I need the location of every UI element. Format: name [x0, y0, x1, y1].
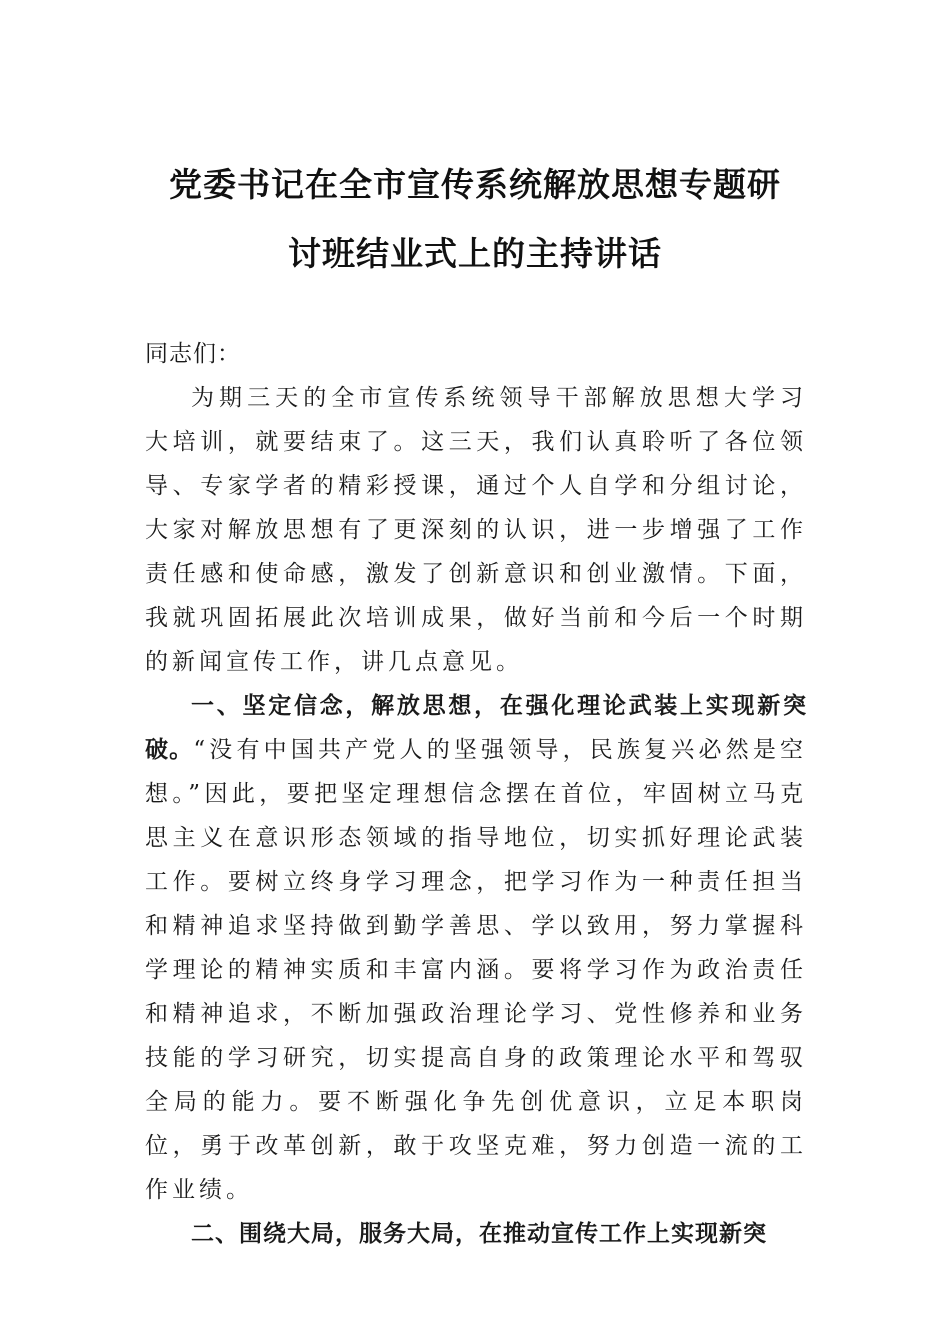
paragraph-section-1: [145, 684, 807, 1212]
salutation: 同志们：: [145, 341, 241, 367]
title-line-2: 讨班结业式上的主持讲话: [288, 234, 662, 273]
paragraph-section-2: [145, 1212, 807, 1256]
title-line-1: 党委书记在全市宣传系统解放思想专题研: [169, 165, 781, 204]
section-1-body: “没有中国共产党人的坚强领导，民族复兴必然是空想。”因此，要把坚定理想信念摆在首位，牢固树立马克思主义在意识形态领域的指导地位，切实抓好理论武装工作。要树立终身学习理念，把学习作为一种责任担当和精神追求坚持做到勤学善思、学以致用，努力掌握科学理论的精神实质和丰富内涵。要将学习作为政治责任和精神追求，不断加强政治理论学习、党性修养和业务技能的学习研究，切实提高自身的政策理论水平和驾驭全局的能力。要不断强化争先创优意识，立足本职岗位，勇于改革创新，敢于攻坚克难，努力创造一流的工作业绩。: [145, 737, 807, 1203]
section-2-heading: 二、围绕大局，服务大局，在推动宣传工作上实现新突: [191, 1221, 767, 1247]
document-title: [100, 150, 850, 273]
section-1-heading: 一、坚定信念，解放思想，在强化理论武装上实现新突破。: [145, 693, 807, 763]
document-body: [145, 332, 807, 1256]
paragraph-intro: 为期三天的全市宣传系统领导干部解放思想大学习大培训，就要结束了。这三天，我们认真聆听了各位领导、专家学者的精彩授课，通过个人自学和分组讨论，大家对解放思想有了更深刻的认识，进一步增强了工作责任感和使命感，激发了创新意识和创业激情。下面，我就巩固拓展此次培训成果，做好当前和今后一个时期的新闻宣传工作，讲几点意见。: [145, 385, 807, 675]
